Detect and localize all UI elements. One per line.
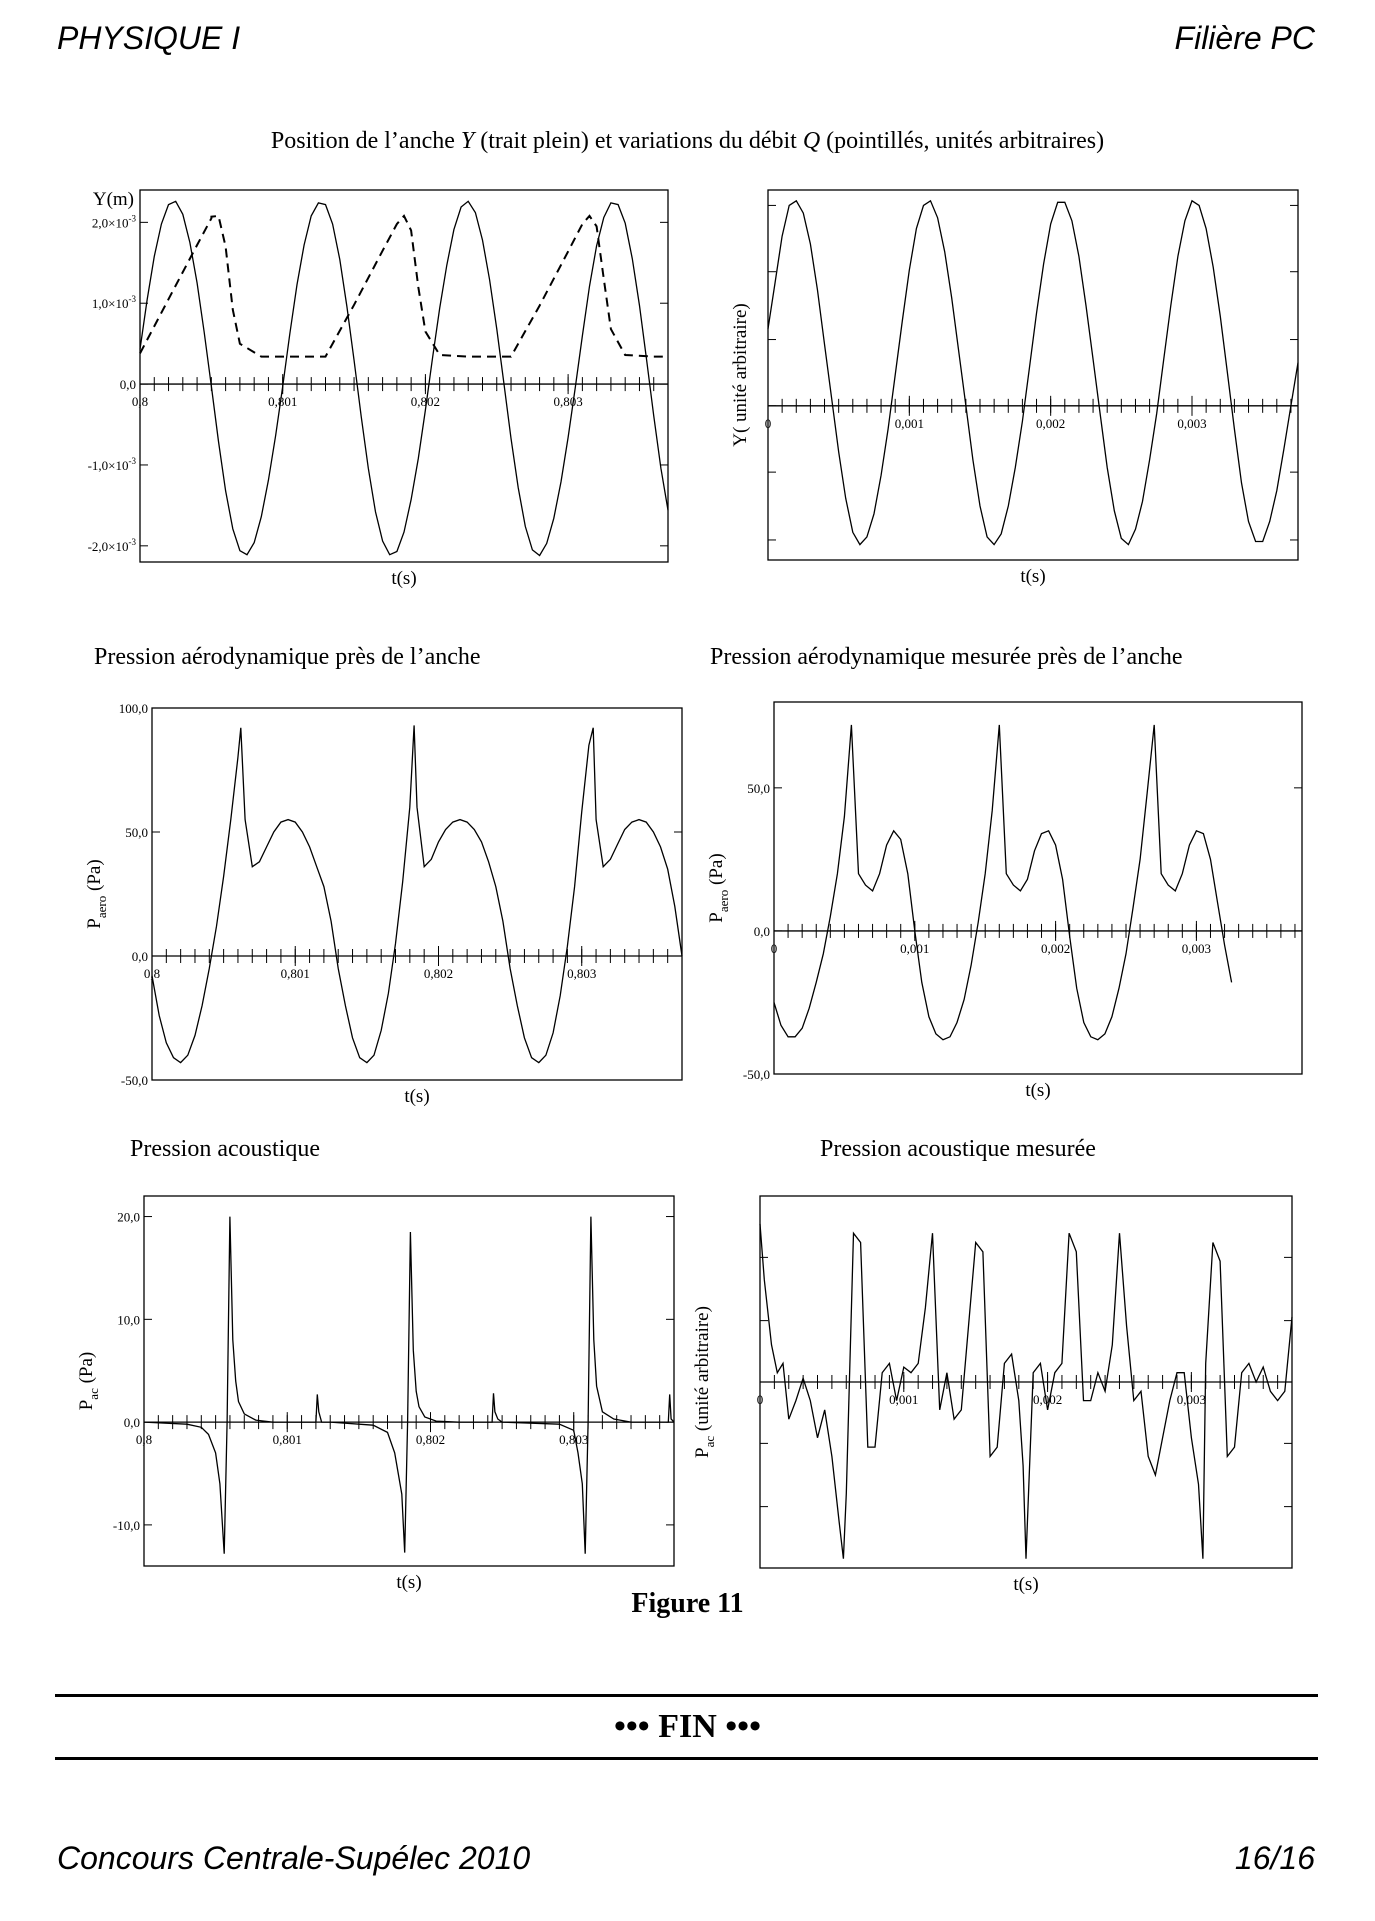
x-tick-label: 0,8 [143,966,161,981]
y-axis-symbol: P [76,1399,97,1411]
y-axis-unit: (Pa) [84,859,105,896]
y-axis-label [706,853,731,922]
y-tick-mantissa: 0,0 [119,377,136,393]
y-tick-label [92,294,137,311]
y-tick-label [92,213,137,230]
x-tick-label: 0,002 [1036,415,1066,431]
page-header-right: Filière PC [1174,20,1315,56]
divider-bottom [55,1757,1318,1760]
x-tick-label: 0,803 [559,1432,589,1448]
y-tick-label: -10,0 [112,1517,140,1533]
caption-pac-meas: Pression acoustique mesurée [820,1136,1096,1162]
x-tick-label: 0,002 [1032,1392,1063,1407]
x-tick-label: 0,8 [131,394,149,410]
y-tick-exponent: -3 [128,536,136,547]
plot-frame [140,190,668,562]
y-tick-label: 0,0 [123,1415,140,1431]
x-tick-label: 0,003 [1181,940,1212,956]
y-axis-label: Y(m) [92,189,134,210]
chart-paero-meas [706,702,1302,1101]
chart-position-meas [730,190,1298,587]
x-tick-label: 0 [756,1392,764,1407]
y-tick-label: 100,0 [118,701,148,716]
y-axis-symbol: Y( unité arbitraire) [730,303,751,447]
x-tick-label: 0,801 [272,1432,302,1448]
page-footer-right: 16/16 [1234,1840,1315,1876]
chart-pac-meas [692,1196,1292,1595]
chart-paero-sim [84,701,682,1107]
y-axis-label [76,1352,101,1411]
x-tick-label: 0 [770,940,778,956]
series-line-solid [774,725,1232,1040]
x-tick-label: 0,001 [889,1392,919,1407]
y-tick-label [88,456,137,473]
chart-position-sim [88,189,668,589]
y-tick-mantissa: -2,0×10 [87,538,129,554]
y-tick-label [120,377,136,392]
divider-top [55,1694,1318,1697]
x-tick-label: 0,803 [567,966,597,981]
series-line-dashed [140,216,668,357]
caption-paero-meas: Pression aérodynamique mesurée près de l’anche [710,644,1183,670]
caption-paero-sim: Pression aérodynamique près de l’anche [94,644,481,670]
y-tick-exponent: -3 [128,213,136,224]
figure-label: Figure 11 [631,1588,744,1619]
y-tick-label: -50,0 [742,1067,770,1082]
y-tick-exponent: -3 [128,455,136,466]
y-axis-subscript: ac [702,1435,717,1448]
y-tick-label: 0,0 [753,923,770,939]
y-axis-subscript: aero [716,889,731,913]
caption-part: Position de l’anche [270,128,461,154]
y-tick-label: 50,0 [747,780,770,796]
y-tick-mantissa: 1,0×10 [91,296,129,312]
x-axis-label: t(s) [1025,1080,1051,1101]
y-tick-label: -50,0 [120,1073,148,1088]
y-tick-label: 0,0 [131,949,148,964]
y-tick-label [88,537,137,554]
series-line-solid [760,1224,1292,1559]
x-tick-label: 0 [764,415,772,431]
caption-pac-sim: Pression acoustique [130,1136,320,1162]
x-tick-label: 0,802 [410,394,441,410]
chart-pac-sim [76,1196,674,1593]
y-axis-label [84,859,109,928]
series-line-solid [768,201,1298,545]
page-header-left: PHYSIQUE I [57,20,241,56]
series-line-solid [144,1217,674,1554]
fin-marker: ••• FIN ••• [614,1708,761,1745]
y-axis-label [692,1306,717,1458]
y-axis-unit: (Pa) [706,853,727,890]
plot-frame [152,708,682,1080]
y-axis-symbol: P [692,1447,713,1458]
x-axis-label: t(s) [396,1572,422,1593]
y-axis-symbol: P [706,912,727,923]
x-axis-label: t(s) [1020,566,1046,587]
caption-part: (pointillés, unités arbitraires) [820,128,1105,154]
series-line-solid [140,201,668,555]
x-tick-label: 0,001 [894,415,924,431]
caption-part: (trait plein) et variations du débit [474,128,803,154]
x-tick-label: 0,002 [1040,940,1071,956]
x-tick-label: 0,001 [900,940,930,956]
y-tick-label: 20,0 [117,1209,140,1225]
x-tick-label: 0,803 [553,394,583,410]
y-axis-subscript: aero [94,895,109,919]
y-axis-subscript: ac [86,1388,101,1400]
y-axis-unit: (unité arbitraire) [692,1306,713,1436]
y-tick-mantissa: -1,0×10 [87,457,129,473]
caption-symbol-y: Y [460,128,475,154]
plot-frame [144,1196,674,1566]
x-tick-label: 0,802 [415,1432,446,1448]
x-tick-label: 0,802 [423,966,454,981]
x-tick-label: 0,801 [280,966,310,981]
x-axis-label: t(s) [1013,1574,1039,1595]
x-tick-label: 0,801 [268,394,298,410]
y-tick-label: 50,0 [125,825,148,840]
caption-symbol-q: Q [802,128,821,154]
y-tick-exponent: -3 [128,294,136,305]
series-line-solid [152,725,682,1062]
y-tick-label: 10,0 [117,1312,140,1328]
x-axis-label: t(s) [404,1086,430,1107]
y-tick-mantissa: 2,0×10 [91,215,129,231]
x-tick-label: 0,003 [1176,1392,1206,1407]
x-axis-label: t(s) [391,568,417,589]
page-footer-left: Concours Centrale-Supélec 2010 [57,1840,531,1876]
x-tick-label: 0,003 [1177,415,1207,431]
y-axis-unit: (Pa) [76,1351,97,1389]
y-axis-label [730,303,751,446]
x-tick-label: 0,8 [135,1432,153,1448]
y-axis-symbol: P [84,918,105,929]
